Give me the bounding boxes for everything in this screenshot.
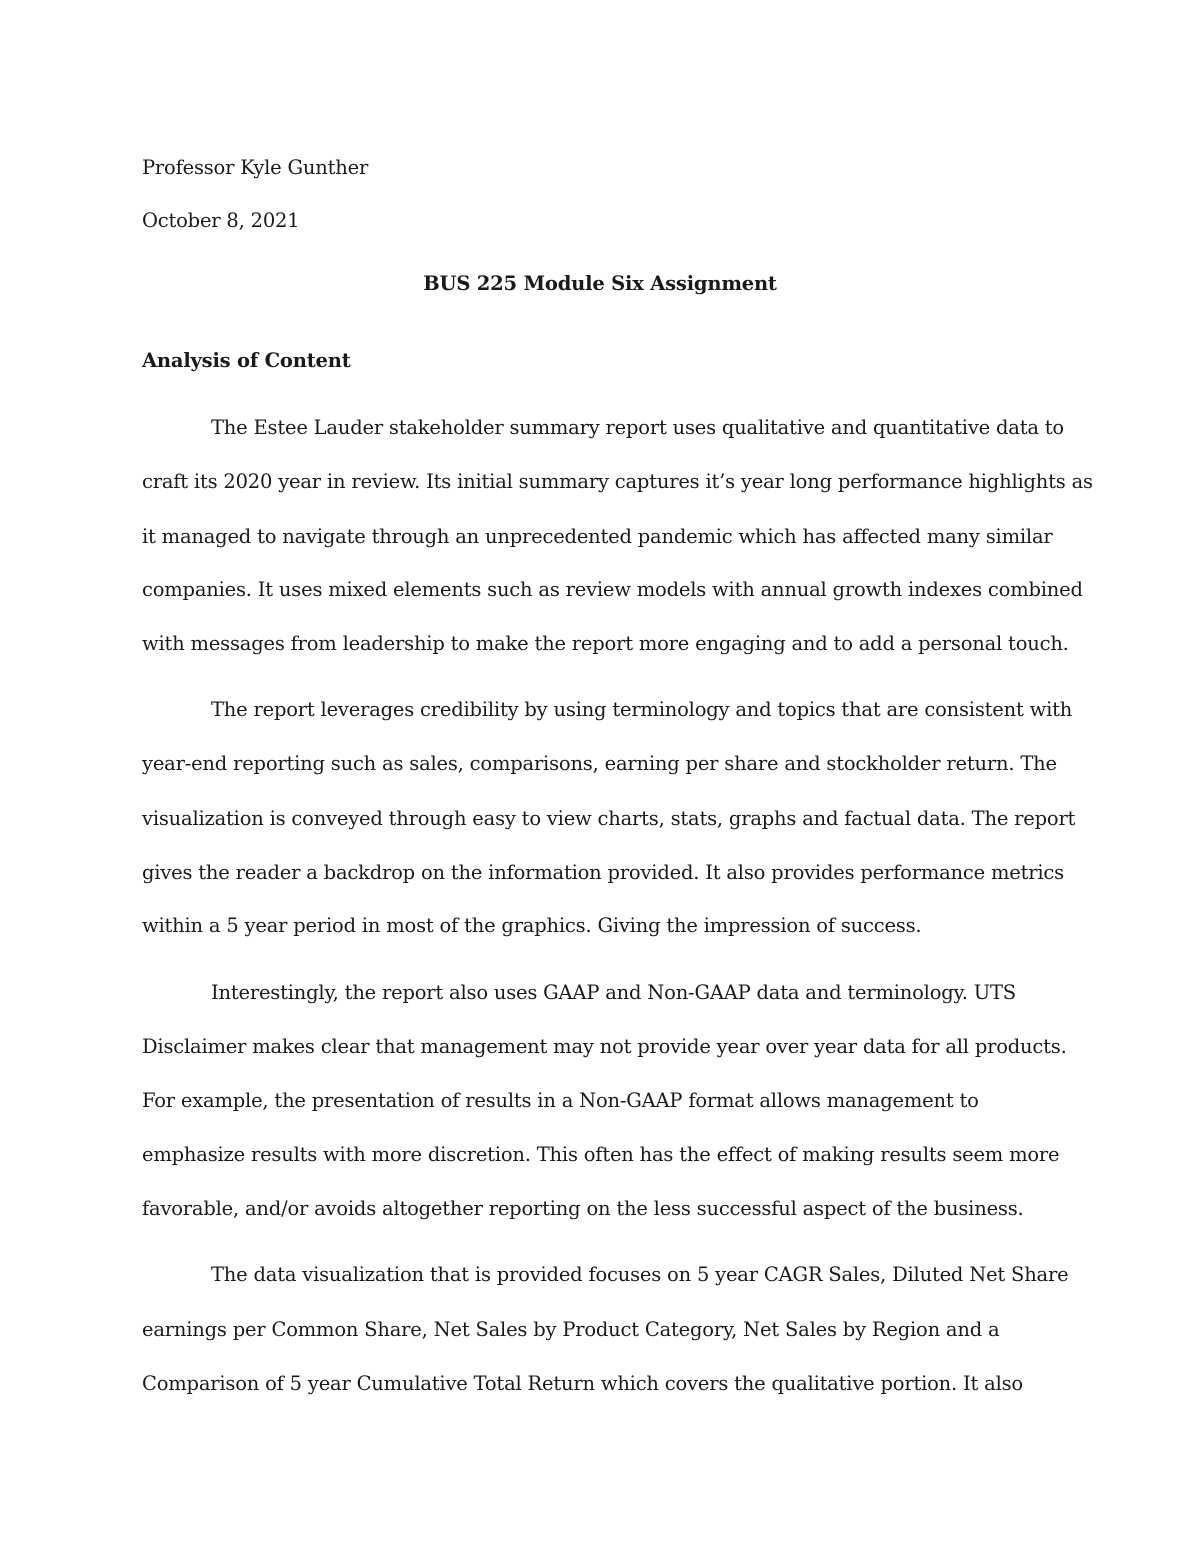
- paragraph-1-line-3: it managed to navigate through an unprecedented pandemic which has affected many similar: [142, 525, 1053, 548]
- paragraph-2-line-1: The report leverages credibility by using terminology and topics that are consistent with: [211, 698, 1073, 721]
- date-line: October 8, 2021: [142, 209, 300, 232]
- paragraph-1-line-4: companies. It uses mixed elements such as review models with annual growth indexes combined: [142, 578, 1083, 601]
- section-heading: Analysis of Content: [142, 349, 351, 372]
- paragraph-1-line-1: The Estee Lauder stakeholder summary report uses qualitative and quantitative data to: [211, 416, 1064, 439]
- paragraph-4-line-3: Comparison of 5 year Cumulative Total Return which covers the qualitative portion. It also: [142, 1372, 1023, 1395]
- paragraph-3-line-3: For example, the presentation of results in a Non-GAAP format allows management to: [142, 1089, 979, 1112]
- document-title: BUS 225 Module Six Assignment: [423, 272, 777, 295]
- paragraph-2-line-5: within a 5 year period in most of the graphics. Giving the impression of success.: [142, 914, 922, 937]
- paragraph-3-line-5: favorable, and/or avoids altogether reporting on the less successful aspect of the business.: [142, 1197, 1024, 1220]
- paragraph-2-line-4: gives the reader a backdrop on the information provided. It also provides performance metrics: [142, 861, 1064, 884]
- paragraph-4-line-2: earnings per Common Share, Net Sales by Product Category, Net Sales by Region and a: [142, 1318, 1000, 1341]
- paragraph-1-line-5: with messages from leadership to make the report more engaging and to add a personal touch.: [142, 632, 1069, 655]
- paragraph-3-line-2: Disclaimer makes clear that management may not provide year over year data for all products.: [142, 1035, 1067, 1058]
- paragraph-2-line-2: year-end reporting such as sales, comparisons, earning per share and stockholder return. The: [142, 752, 1057, 775]
- paragraph-3-line-4: emphasize results with more discretion. This often has the effect of making results seem more: [142, 1143, 1060, 1166]
- paragraph-1-line-2: craft its 2020 year in review. Its initial summary captures it’s year long performance highlights as: [142, 470, 1093, 493]
- instructor-line: Professor Kyle Gunther: [142, 156, 369, 179]
- paragraph-3-line-1: Interestingly, the report also uses GAAP and Non-GAAP data and terminology. UTS: [211, 981, 1016, 1004]
- paragraph-4-line-1: The data visualization that is provided focuses on 5 year CAGR Sales, Diluted Net Share: [211, 1263, 1069, 1286]
- paragraph-2-line-3: visualization is conveyed through easy to view charts, stats, graphs and factual data. The report: [142, 807, 1076, 830]
